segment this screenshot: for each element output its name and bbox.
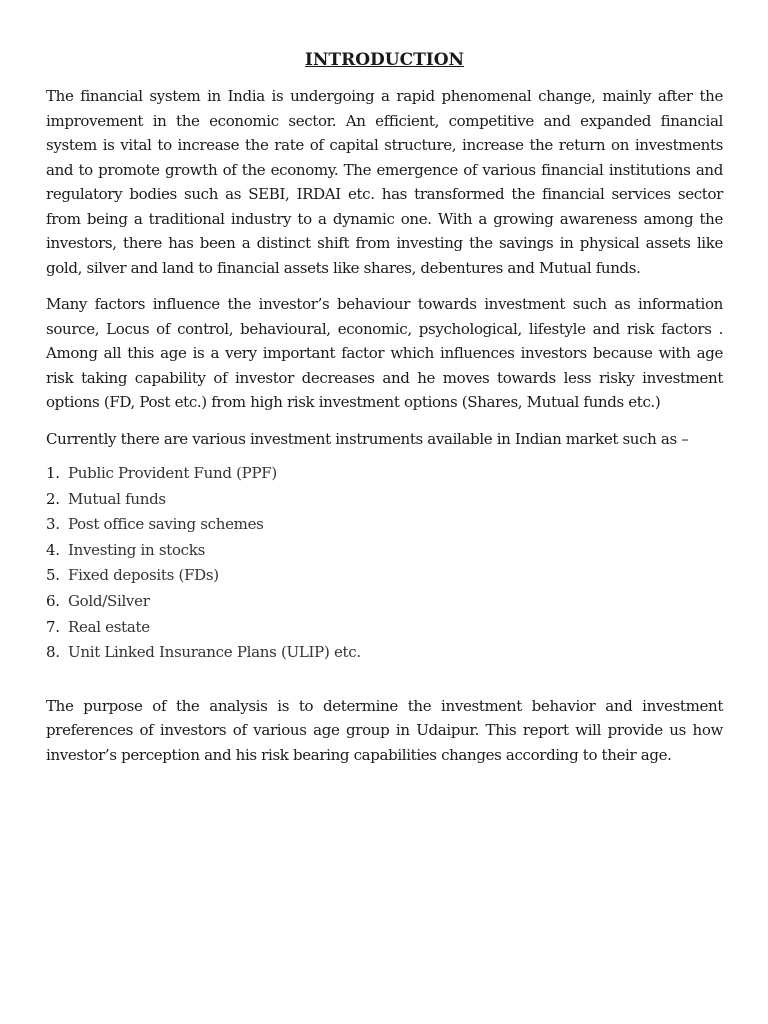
list-item-text: Post office saving schemes xyxy=(68,515,264,534)
list-item xyxy=(46,461,723,487)
list-item-number: 7. xyxy=(46,617,60,636)
intro-paragraph-1: The financial system in India is undergoing a rapid phenomenal change, mainly after the improvement in the economic sector. An efficient, competitive and expanded financial system is vital to increase the rate of capital structure, increase the return on investments and to promote growth of the economy. The emergence of various financial institutions and regulatory bodies such as SEBI, IRDAI etc. has transformed the financial services sector from being a traditional industry to a dynamic one. With a growing awareness among the investors, there has been a distinct shift from investing the savings in physical assets like gold, silver and land to financial assets like shares, debentures and Mutual funds. xyxy=(46,87,723,277)
list-item xyxy=(46,563,723,589)
document-page xyxy=(46,46,723,779)
list-item xyxy=(46,512,723,538)
list-item-number: 2. xyxy=(46,489,60,508)
list-item xyxy=(46,589,723,615)
list-item-text: Investing in stocks xyxy=(68,540,205,559)
intro-paragraph-2: Many factors influence the investor’s behaviour towards investment such as information source, Locus of control, behavioural, economic, psychological, lifestyle and risk factors . Among all this age is a very important factor which influences investors because with age risk taking capability of investor decreases and he moves towards less risky investment options (FD, Post etc.) from high risk investment options (Shares, Mutual funds etc.) xyxy=(46,295,723,411)
closing-paragraph: The purpose of the analysis is to determine the investment behavior and investment preferences of investors of various age group in Udaipur. This report will provide us how investor’s perception and his risk bearing capabilities changes according to their age. xyxy=(46,696,723,764)
list-item-text: Mutual funds xyxy=(68,489,166,508)
list-item xyxy=(46,640,723,666)
list-item-number: 1. xyxy=(46,464,60,482)
list-item-number: 8. xyxy=(46,643,60,662)
list-item xyxy=(46,615,723,641)
list-item-text: Fixed deposits (FDs) xyxy=(68,566,219,585)
list-item-text: Real estate xyxy=(68,617,150,636)
list-item xyxy=(46,487,723,513)
list-item-text: Unit Linked Insurance Plans (ULIP) etc. xyxy=(68,643,361,662)
list-item-number: 6. xyxy=(46,591,60,610)
list-item-text: Public Provident Fund (PPF) xyxy=(68,464,277,482)
page-title: INTRODUCTION xyxy=(304,50,465,70)
investment-list xyxy=(46,461,723,666)
list-item-number: 4. xyxy=(46,540,60,559)
list-item xyxy=(46,538,723,564)
list-intro: Currently there are various investment instruments available in Indian market such as – xyxy=(46,429,689,448)
list-item-number: 3. xyxy=(46,515,60,534)
list-item-text: Gold/Silver xyxy=(68,591,150,610)
list-item-number: 5. xyxy=(46,566,60,585)
